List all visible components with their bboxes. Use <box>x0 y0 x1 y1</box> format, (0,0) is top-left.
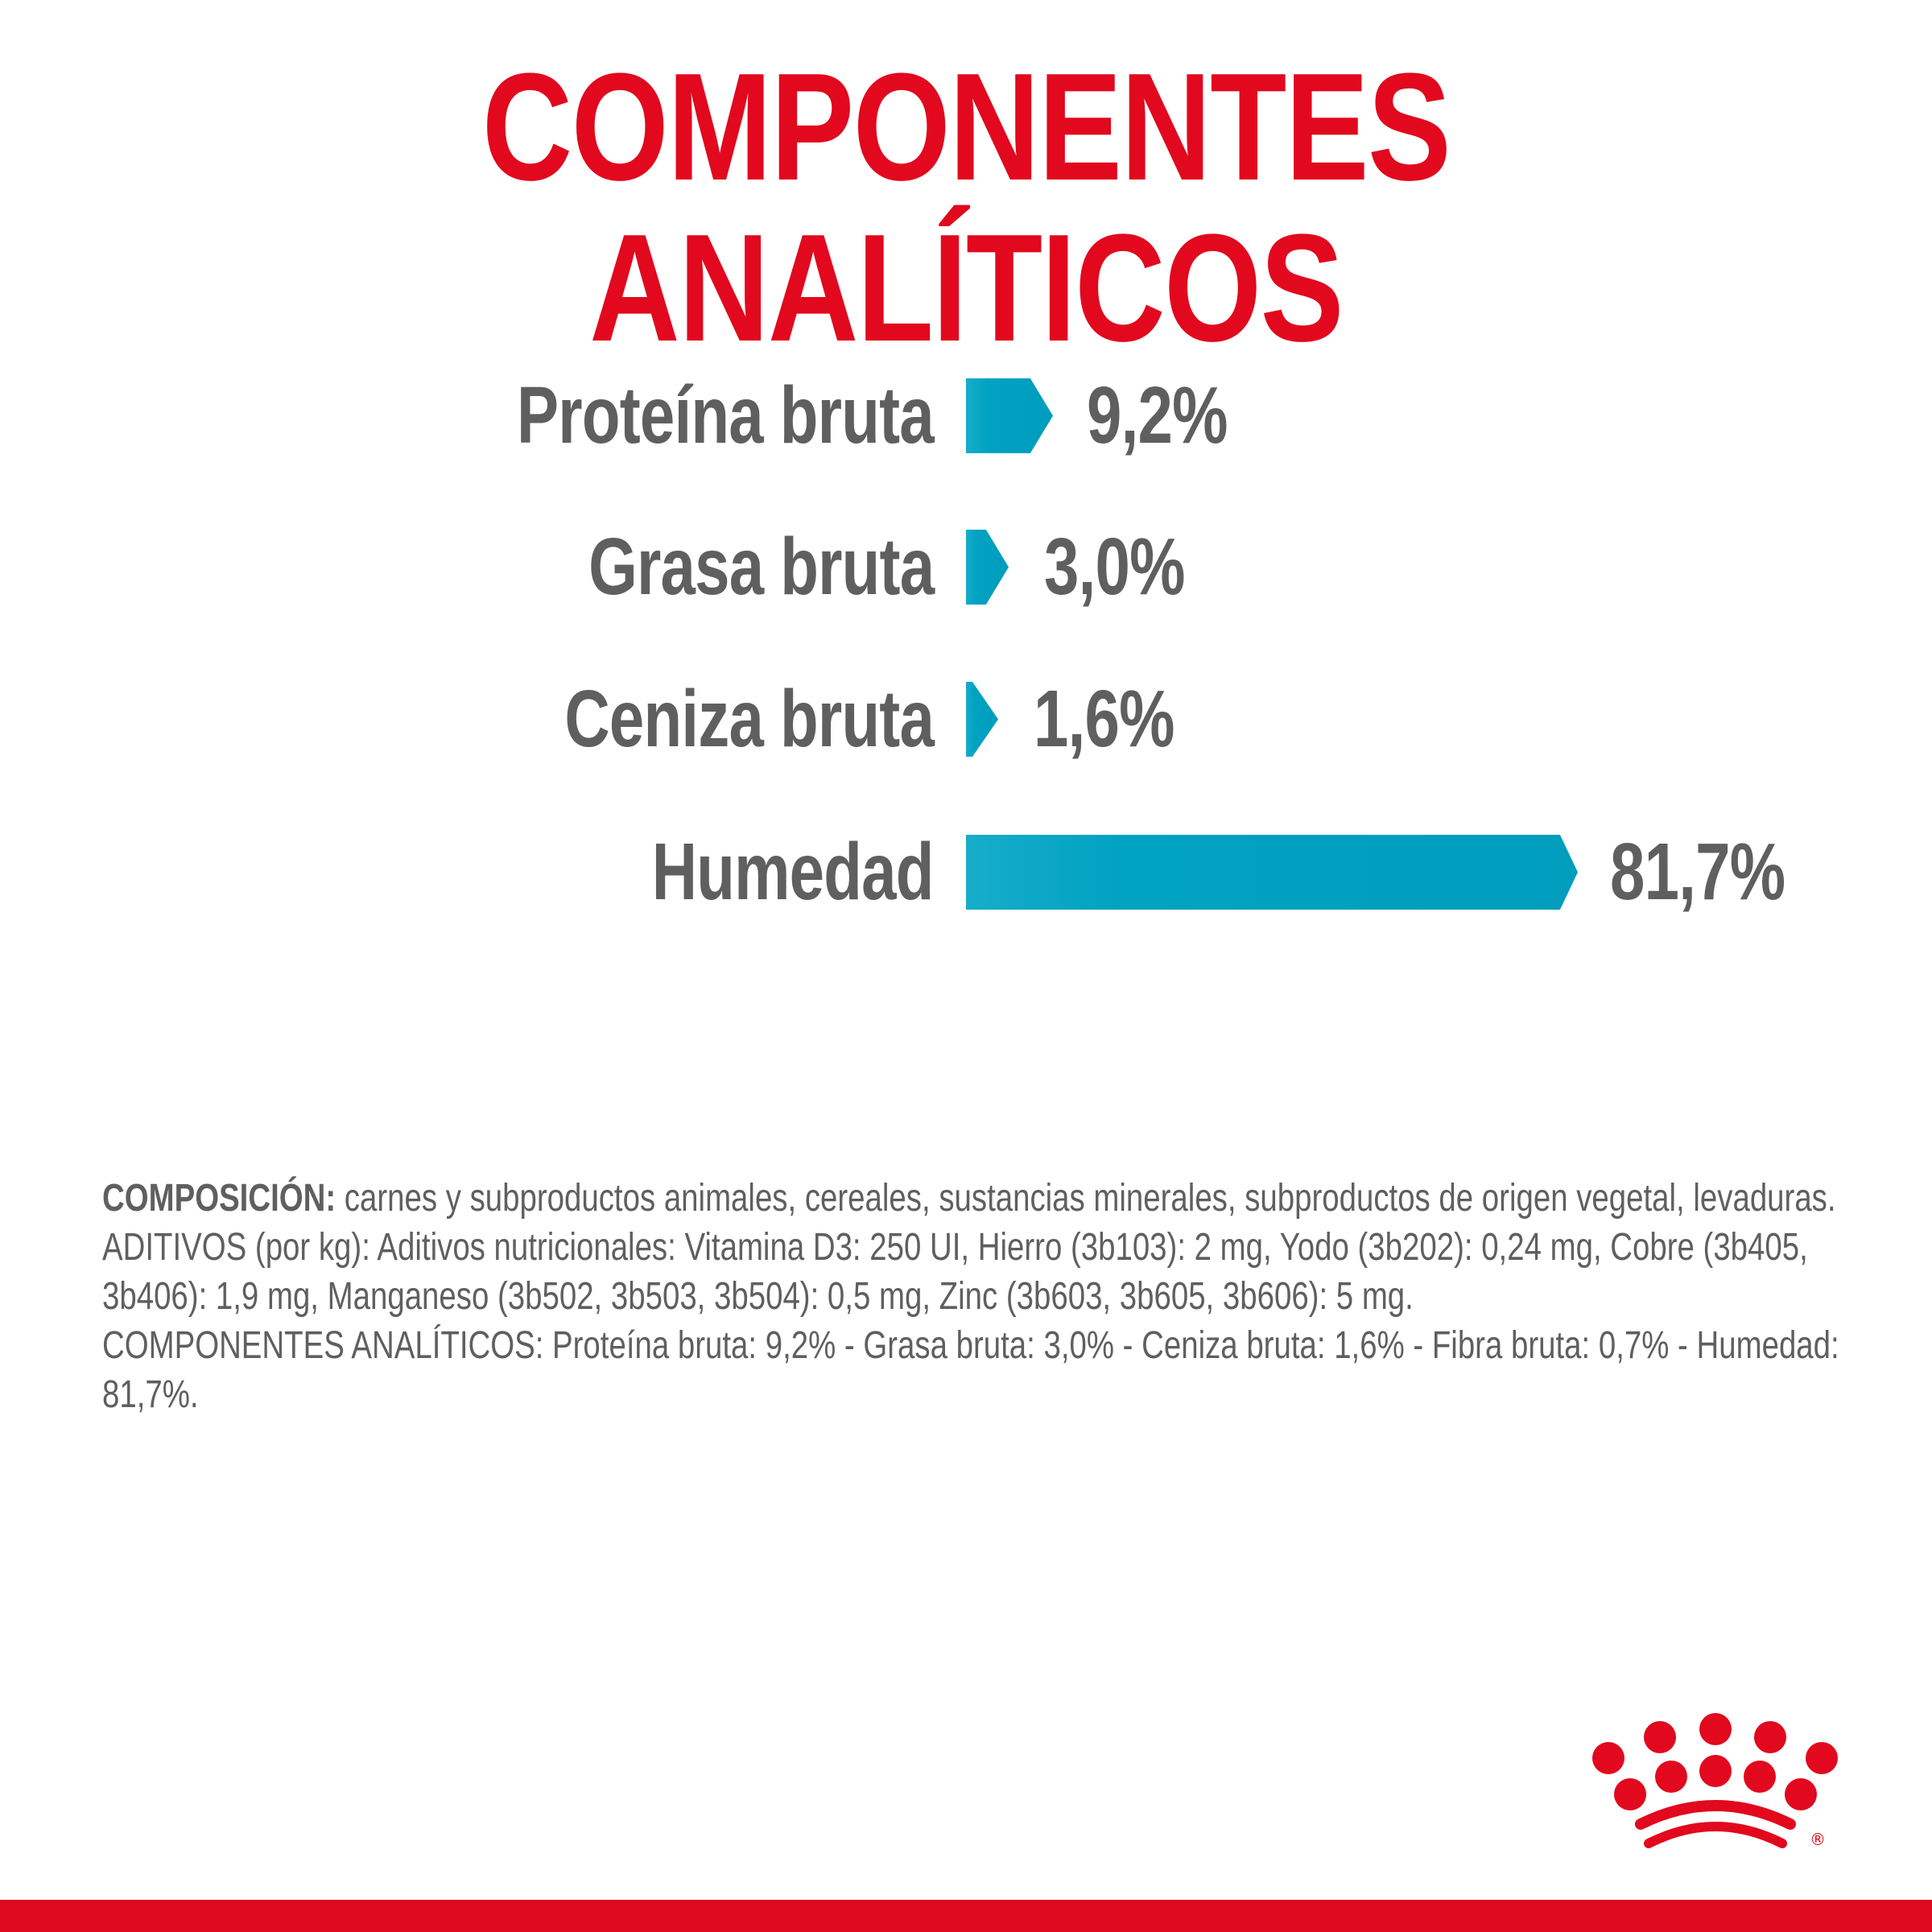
registered-mark: ® <box>1810 1830 1826 1849</box>
row-value: 9,2% <box>1087 370 1228 460</box>
composition-analytical: COMPONENTES ANALÍTICOS: Proteína bruta: 9,2% - Grasa bruta: 3,0% - Ceniza bruta: 1,6% - Fibra bruta: 0,7% - Humedad: 81,7%. <box>102 1324 1839 1416</box>
row-label: Humedad <box>652 827 934 917</box>
row-value: 81,7% <box>1610 827 1785 917</box>
row-label: Ceniza bruta <box>564 674 934 764</box>
composition-ingredients <box>102 1174 1854 1223</box>
composition-text <box>102 1174 1857 1419</box>
bar-protein <box>966 378 1053 453</box>
composition-additives: ADITIVOS (por kg): Aditivos nutricionales: Vitamina D3: 250 UI, Hierro (3b103): 2 mg, Yodo (3b202): 0,24 mg, Cobre (3b405, 3b406): 1,9 mg, Manganeso (3b502, 3b503, 3b504): 0,5 mg, Zinc (3b603, 3b605, 3b606): 5 mg. <box>102 1226 1808 1318</box>
row-value: 1,6% <box>1034 674 1174 764</box>
chart-row-ash <box>0 674 1932 764</box>
chart-row-moisture <box>0 827 1932 917</box>
bar-ash <box>966 682 998 757</box>
chart-row-protein <box>0 370 1932 460</box>
bar-fat <box>966 530 1009 605</box>
composition-heading: COMPOSICIÓN: <box>102 1177 336 1220</box>
row-value: 3,0% <box>1044 522 1185 612</box>
page-title: COMPONENTES ANALÍTICOS <box>481 42 1451 374</box>
bottom-brand-bar <box>0 1900 1932 1932</box>
crown-icon <box>1562 1690 1852 1852</box>
row-label: Proteína bruta <box>517 370 934 460</box>
crown-logo <box>1562 1690 1852 1852</box>
chart-row-fat <box>0 522 1932 612</box>
composition-ingredients-text: carnes y subproductos animales, cereales, sustancias minerales, subproductos de origen vegetal, levaduras. <box>336 1177 1836 1220</box>
row-label: Grasa bruta <box>588 522 934 612</box>
bar-moisture <box>966 835 1578 910</box>
